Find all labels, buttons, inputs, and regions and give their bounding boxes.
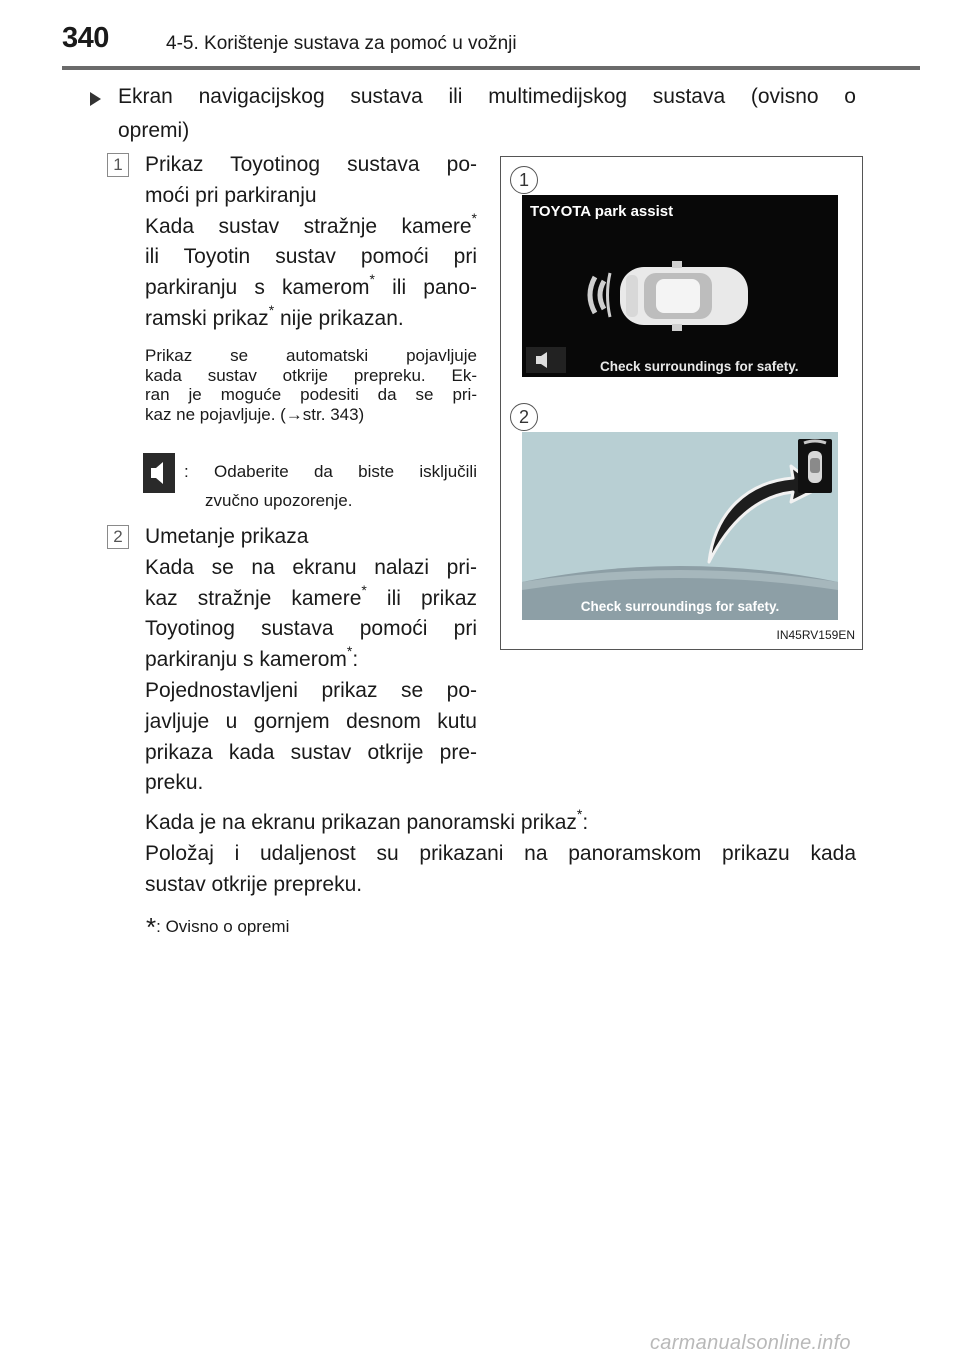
screen1-title: TOYOTA park assist [530, 203, 674, 220]
car-top-view-icon [522, 195, 838, 377]
item-number-1: 1 [107, 153, 129, 177]
page-number: 340 [62, 22, 109, 54]
screen1-message: Check surroundings for safety. [600, 359, 799, 374]
item1-note: Prikaz se automatski pojavljuje kada sustav otkrije prepreku. Ek- ran je moguće podesiti da se pri- kaz ne pojavljuje. (→str. 343) [145, 346, 477, 424]
figure-code: IN45RV159EN [776, 628, 855, 642]
figure-label-1: 1 [510, 166, 538, 194]
bullet-triangle-icon [90, 92, 101, 106]
screen2-message: Check surroundings for safety. [580, 599, 780, 614]
mute-speaker-icon [526, 347, 566, 373]
item1-title-line: Prikaz Toyotinog sustava po- [145, 153, 477, 176]
camera-screen [522, 432, 838, 620]
item1-block [145, 150, 477, 335]
speaker-icon [143, 453, 175, 493]
mini-car-icon [798, 439, 832, 493]
panoramic-paragraph: Kada je na ekranu prikazan panoramski prikaz*: Položaj i udaljenost su prikazani na panoramskom prikazu kada sustav otkrije prepreku. [145, 806, 856, 896]
figure-illustration [500, 156, 863, 650]
item2-block: Umetanje prikaza Kada se na ekranu nalazi pri- kaz stražnje kamere* ili prikaz Toyotinog sustava pomoći pri parkiranju s kamerom*: Pojednostavljeni prikaz se po- javljuje u gornjem desnom kutu prikaza kada sustav otkrije pre- preku. [145, 522, 477, 799]
item1-text-line: parkiranju s kamerom* ili pano- [145, 271, 477, 300]
item1-text-line: ili Toyotin sustav pomoći pri [145, 245, 477, 269]
footnote: *: Ovisno o opremi [146, 912, 290, 942]
chapter-title: 4-5. Korištenje sustava za pomoć u vožnji [166, 33, 517, 54]
intro-line: opremi) [118, 119, 190, 142]
item1-title-line: moći pri parkiranju [145, 183, 317, 207]
item-number-2: 2 [107, 525, 129, 549]
intro-line: Ekran navigacijskog sustava ili multimedijskog sustava (ovisno o [118, 85, 856, 108]
intro-paragraph [118, 80, 856, 148]
park-assist-screen [522, 195, 838, 377]
item1-text-line: Kada sustav stražnje kamere* [145, 209, 477, 238]
watermark: carmanualsonline.info [650, 1332, 851, 1354]
figure-label-2: 2 [510, 403, 538, 431]
item1-text-line: ramski prikaz* nije prikazan. [145, 301, 404, 330]
item2-title: Umetanje prikaza [145, 525, 309, 548]
header-rule [62, 66, 920, 70]
speaker-description: : Odaberite da biste isključili zvučno upozorenje. [184, 462, 477, 510]
